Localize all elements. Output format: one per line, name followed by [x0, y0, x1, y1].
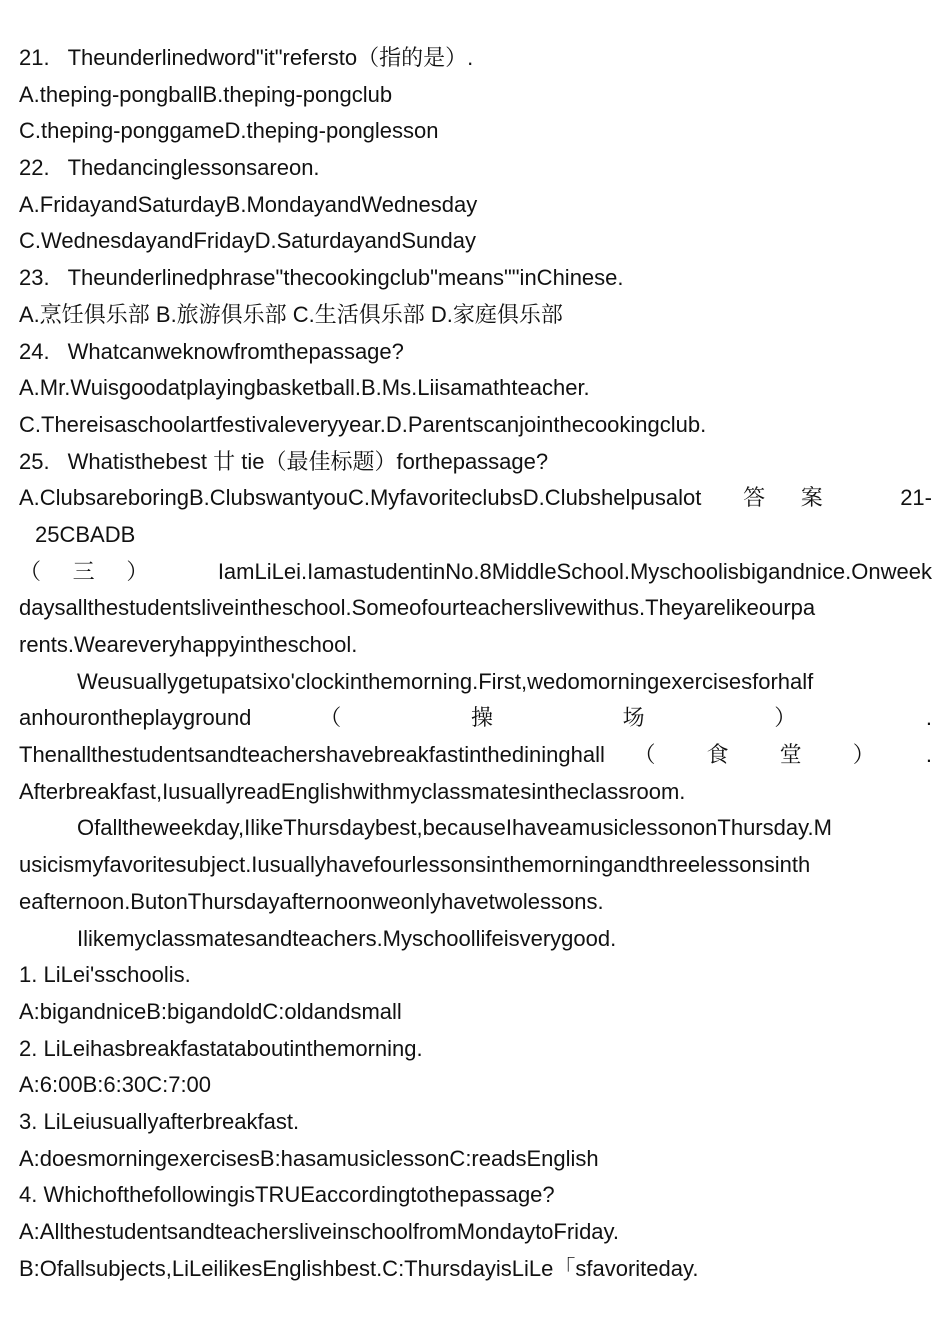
question-number: 21.: [19, 45, 50, 70]
question-23-stem: [19, 260, 932, 297]
question-24-stem: [19, 334, 932, 371]
passage-3-line: （三） IamLiLei.IamastudentinNo.8MiddleSchool.Myschoolisbigandnice.Onweek: [19, 558, 932, 584]
question-25-stem: [19, 444, 932, 481]
question-1-stem: [19, 957, 932, 994]
question-4-options-line-2: B:Ofallsubjects,LiLeilikesEnglishbest.C:ThursdayisLiLe「sfavoriteday.: [19, 1255, 699, 1281]
question-text: Theunderlinedphrase"thecookingclub"means""inChinese.: [67, 265, 624, 291]
question-number: 25.: [19, 448, 50, 474]
question-text: Thedancinglessonsareon.: [67, 155, 320, 181]
question-22-options-line-2: C.WednesdayandFridayD.SaturdayandSunday: [19, 228, 476, 254]
question-text: LiLeihasbreakfastataboutinthemorning.: [43, 1035, 423, 1061]
question-21-options-line-2: C.theping-ponggameD.theping-ponglesson: [19, 118, 439, 144]
question-22-options-line-1: A.FridayandSaturdayB.MondayandWednesday: [19, 191, 478, 217]
answer-key-continuation: 25CBADB: [35, 521, 136, 547]
passage-3-line: usicismyfavoritesubject.Iusuallyhavefourlessonsinthemorningandthreelessonsinth: [19, 852, 811, 878]
document-page: [19, 40, 932, 1287]
question-4-options-line-1: A:AllthestudentsandteachersliveinschoolfromMondaytoFriday.: [19, 1219, 620, 1244]
question-number: 23.: [19, 265, 50, 291]
question-number: 1.: [19, 962, 38, 988]
question-22-stem: [19, 150, 932, 187]
passage-3-line: Afterbreakfast,IusuallyreadEnglishwithmyclassmatesintheclassroom.: [19, 778, 686, 804]
question-text: Theunderlinedword"it"refersto（指的是）.: [67, 45, 474, 70]
question-number: 2.: [19, 1035, 38, 1061]
question-2-options: A:6:00B:6:30C:7:00: [19, 1072, 212, 1098]
passage-3-line: Ilikemyclassmatesandteachers.Myschoollifeisverygood.: [77, 925, 617, 951]
question-21-options-line-1: A.theping-pongballB.theping-pongclub: [19, 81, 393, 107]
question-23-options-line-1: A.烹饪俱乐部 B.旅游俱乐部 C.生活俱乐部 D.家庭俱乐部: [19, 301, 563, 327]
question-21-stem: [19, 40, 932, 77]
passage-3-line: Ofalltheweekday,IlikeThursdaybest,becauseIhaveamusiclessononThursday.M: [77, 815, 832, 841]
question-text: Whatisthebest 廿 tie（最佳标题）forthepassage?: [67, 448, 549, 474]
question-text: LiLeiusuallyafterbreakfast.: [43, 1108, 300, 1134]
question-3-stem: [19, 1104, 932, 1141]
question-4-stem: [19, 1177, 932, 1214]
question-text: LiLei'sschoolis.: [43, 962, 191, 988]
question-24-options-line-2: C.Thereisaschoolartfestivaleveryyear.D.Parentscanjointhecookingclub.: [19, 411, 707, 437]
question-number: 22.: [19, 155, 50, 181]
question-25-options-line-1: A.ClubsareboringB.ClubswantyouC.MyfavoriteclubsD.Clubshelpusalot 答案 21-: [19, 485, 932, 511]
question-1-options: A:bigandniceB:bigandoldC:oldandsmall: [19, 998, 402, 1024]
passage-3-line: Thenallthestudentsandteachershavebreakfastinthedininghall （ 食 堂 ） .: [19, 742, 932, 768]
question-text: Whatcanweknowfromthepassage?: [67, 338, 404, 364]
question-number: 3.: [19, 1108, 38, 1134]
passage-3-line: daysallthestudentsliveintheschool.Someofourteacherslivewithus.Theyarelikeourpa: [19, 595, 816, 621]
question-number: 24.: [19, 338, 50, 364]
question-number: 4.: [19, 1182, 38, 1208]
passage-3-line: rents.Weareveryhappyintheschool.: [19, 632, 358, 657]
passage-3-line: anhourontheplayground （ 操 场 ） .: [19, 705, 932, 731]
question-text: WhichofthefollowingisTRUEaccordingtothepassage?: [43, 1182, 555, 1208]
question-24-options-line-1: A.Mr.Wuisgoodatplayingbasketball.B.Ms.Liisamathteacher.: [19, 375, 590, 401]
question-3-options: A:doesmorningexercisesB:hasamusiclessonC:readsEnglish: [19, 1145, 599, 1171]
question-2-stem: [19, 1031, 932, 1068]
passage-3-line: eafternoon.ButonThursdayafternoonweonlyhavetwolessons.: [19, 888, 604, 914]
passage-3-line: Weusuallygetupatsixo'clockinthemorning.First,wedomorningexercisesforhalf: [77, 668, 814, 694]
